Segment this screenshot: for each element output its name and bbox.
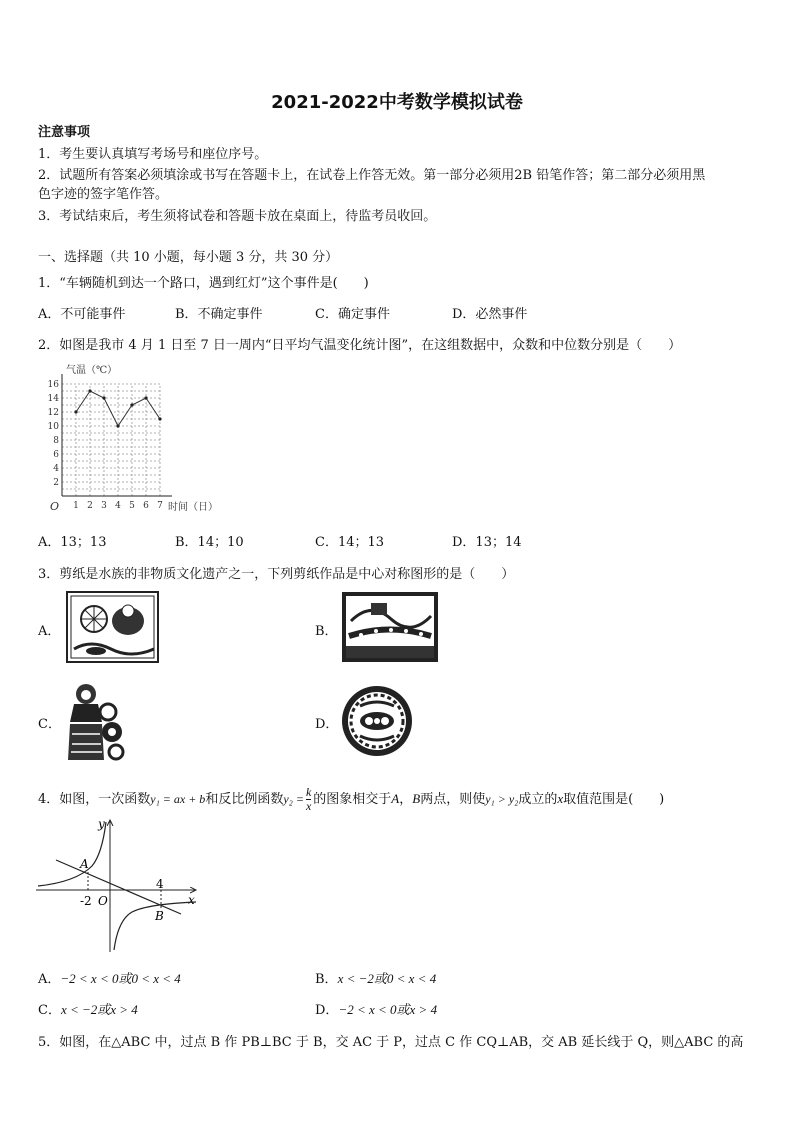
q4-linear-function: y₁ = ax + b [150,792,206,806]
q4-stem-f: 取值范围是( ) [563,792,665,807]
q4-option-b-math: x < −2或0 < x < 4 [337,971,437,986]
papercut-image-d [340,684,414,758]
q4-option-a-label: A． [38,972,61,987]
q1-option-b: B．不确定事件 [175,307,263,322]
question-3: 3．剪纸是水族的非物质文化遗产之一，下列剪纸作品是中心对称图形的是（ ） [38,567,515,582]
notice-item: 色字迹的签字笔作答。 [38,187,169,202]
x-axis-label: x [188,893,195,907]
q2-option-a: A．13；13 [38,535,107,550]
chart-data-point [130,403,133,406]
chart-data-point [88,389,91,392]
q3-option-a-label: A． [38,624,61,639]
q4-stem-c: 的图象相交于 [313,792,392,807]
y-axis-label: y [98,817,105,831]
q4-fraction [306,786,311,813]
chart-x-axis-label: 时间（日） [168,502,218,513]
q4-option-b-label: B． [315,972,338,987]
chart-axes [62,374,172,496]
hyperbola-branch-left [38,822,106,886]
q3-option-c-label: C． [38,717,61,732]
point-b-label: B [155,909,164,923]
chart-x-tick-label: 4 [115,501,121,511]
q4-fraction-denominator: x [305,799,312,813]
q4-option-a [38,968,181,987]
tick-label-4: 4 [156,877,164,891]
chart-x-tick-label: 2 [87,501,93,511]
q2-option-c: C．14；13 [315,535,385,550]
question-2: 2．如图是我市 4 月 1 日至 7 日一周内“日平均气温变化统计图”，在这组数据中，众数和中位数分别是（ ） [38,338,682,353]
chart-y-tick-label: 12 [47,408,59,418]
temperature-series-line [76,391,160,426]
chart-y-tick-label: 4 [53,464,59,474]
function-graph [36,816,206,956]
notice-heading: 注意事项 [38,125,91,140]
chart-x-tick-label: 1 [73,501,79,511]
chart-data-point [158,417,161,420]
q4-stem-a: 4．如图，一次函数 [38,792,151,807]
papercut-image-b [341,591,439,663]
chart-data-point [144,396,147,399]
q4-point-a: A [391,791,400,806]
temperature-chart [40,360,240,518]
q4-stem-e: 成立的 [518,792,558,807]
chart-data-point [74,410,77,413]
chart-y-tick-label: 6 [53,450,59,460]
chart-y-tick-label: 16 [47,380,59,390]
section-heading: 一、选择题（共 10 小题，每小题 3 分，共 30 分） [38,250,339,265]
chart-data-point [102,396,105,399]
origin-label: O [98,894,108,908]
q4-option-c-math: x < −2或x > 4 [60,1002,138,1017]
q1-option-c: C．确定事件 [315,307,390,322]
q4-comma: ， [399,792,413,807]
q4-option-d-math: −2 < x < 0或x > 4 [338,1002,438,1017]
tick-label-neg2: -2 [80,894,92,908]
page-title: 2021-2022中考数学模拟试卷 [271,92,523,113]
q4-option-c-label: C． [38,1003,61,1018]
notice-item: 1．考生要认真填写考场号和座位序号。 [38,147,268,162]
notice-item: 3．考试结束后，考生须将试卷和答题卡放在桌面上，待监考员收回。 [38,209,437,224]
q2-option-d: D．13；14 [452,535,522,550]
q4-option-c [38,999,138,1018]
q3-option-d-label: D． [315,717,339,732]
q4-option-a-math: −2 < x < 0或0 < x < 4 [60,971,181,986]
q4-stem-b: 和反比例函数 [205,792,284,807]
q4-variable-x: x [557,791,564,806]
q1-option-d: D．必然事件 [452,307,528,322]
chart-x-tick-label: 3 [101,501,107,511]
q1-option-a: A．不可能事件 [38,307,126,322]
q2-option-b: B．14；10 [175,535,244,550]
chart-x-tick-label: 5 [129,501,135,511]
q3-option-b-label: B． [315,624,338,639]
q4-inverse-function: y₂ = [283,792,304,806]
point-a-label: A [80,857,89,871]
chart-y-tick-label: 10 [47,422,59,432]
papercut-image-c [64,682,126,764]
question-1: 1．“车辆随机到达一个路口，遇到红灯”这个事件是( ) [38,276,369,291]
chart-x-tick-label: 7 [157,501,163,511]
q4-fraction-numerator: k [305,785,312,799]
chart-origin-label: O [50,500,60,513]
question-4 [38,786,664,813]
chart-x-tick-label: 6 [143,501,149,511]
chart-grid [62,384,160,496]
q4-option-b [315,968,436,987]
notice-item: 2．试题所有答案必须填涂或书写在答题卡上，在试卷上作答无效。第一部分必须用2B 铅笔作答；第二部分必须用黑 [38,168,706,183]
q4-condition: y₁ > y₂ [485,792,519,806]
chart-data-point [116,424,119,427]
q4-option-d-label: D． [315,1003,339,1018]
chart-y-axis-label: 气温（℃） [66,365,118,376]
chart-y-tick-label: 2 [53,478,59,488]
q4-point-b: B [412,791,421,806]
chart-y-tick-label: 14 [47,394,59,404]
chart-y-tick-label: 8 [53,436,59,446]
q4-option-d [315,999,437,1018]
papercut-image-a [66,591,159,663]
question-5: 5．如图，在△ABC 中，过点 B 作 PB⊥BC 于 B，交 AC 于 P，过点 C 作 CQ⊥AB，交 AB 延长线于 Q，则△ABC 的高 [38,1035,744,1050]
q4-stem-d: 两点，则使 [420,792,486,807]
